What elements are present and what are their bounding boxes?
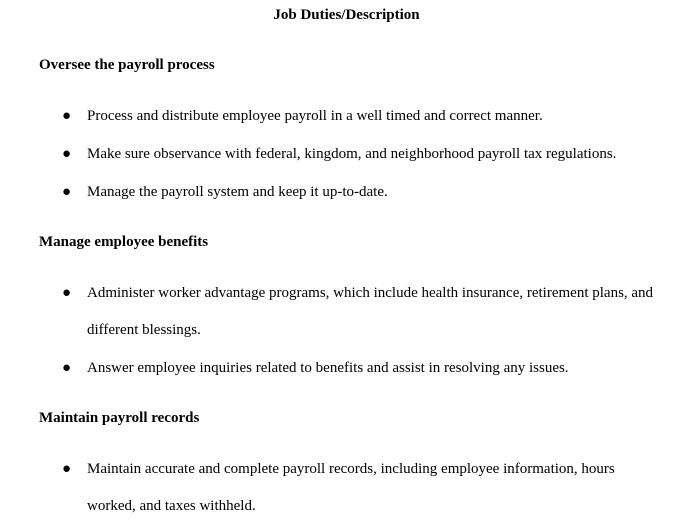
list-item-text: Maintain accurate and complete payroll records, including employee information, hours worked, and taxes withheld. (87, 461, 615, 514)
list-item-text: Administer worker advantage programs, which include health insurance, retirement plans, and different blessings. (87, 285, 654, 338)
section-heading-payroll-records: Maintain payroll records (39, 410, 200, 426)
document-title: Job Duties/Description (273, 7, 420, 23)
bullet-icon: ● (62, 146, 72, 162)
bullet-icon: ● (62, 108, 72, 124)
list-item-text: Manage the payroll system and keep it up-to-date. (87, 184, 388, 200)
bullet-icon: ● (62, 360, 72, 376)
list-item-text: Make sure observance with federal, kingdom, and neighborhood payroll tax regulations. (87, 146, 617, 162)
bullet-icon: ● (62, 285, 72, 301)
bullet-icon: ● (62, 461, 72, 477)
list-item-text: Answer employee inquiries related to benefits and assist in resolving any issues. (87, 360, 569, 376)
section-heading-employee-benefits: Manage employee benefits (39, 234, 209, 250)
list-item-text: Process and distribute employee payroll in a well timed and correct manner. (87, 108, 543, 124)
section-heading-payroll-process: Oversee the payroll process (39, 57, 215, 73)
bullet-icon: ● (62, 184, 72, 200)
